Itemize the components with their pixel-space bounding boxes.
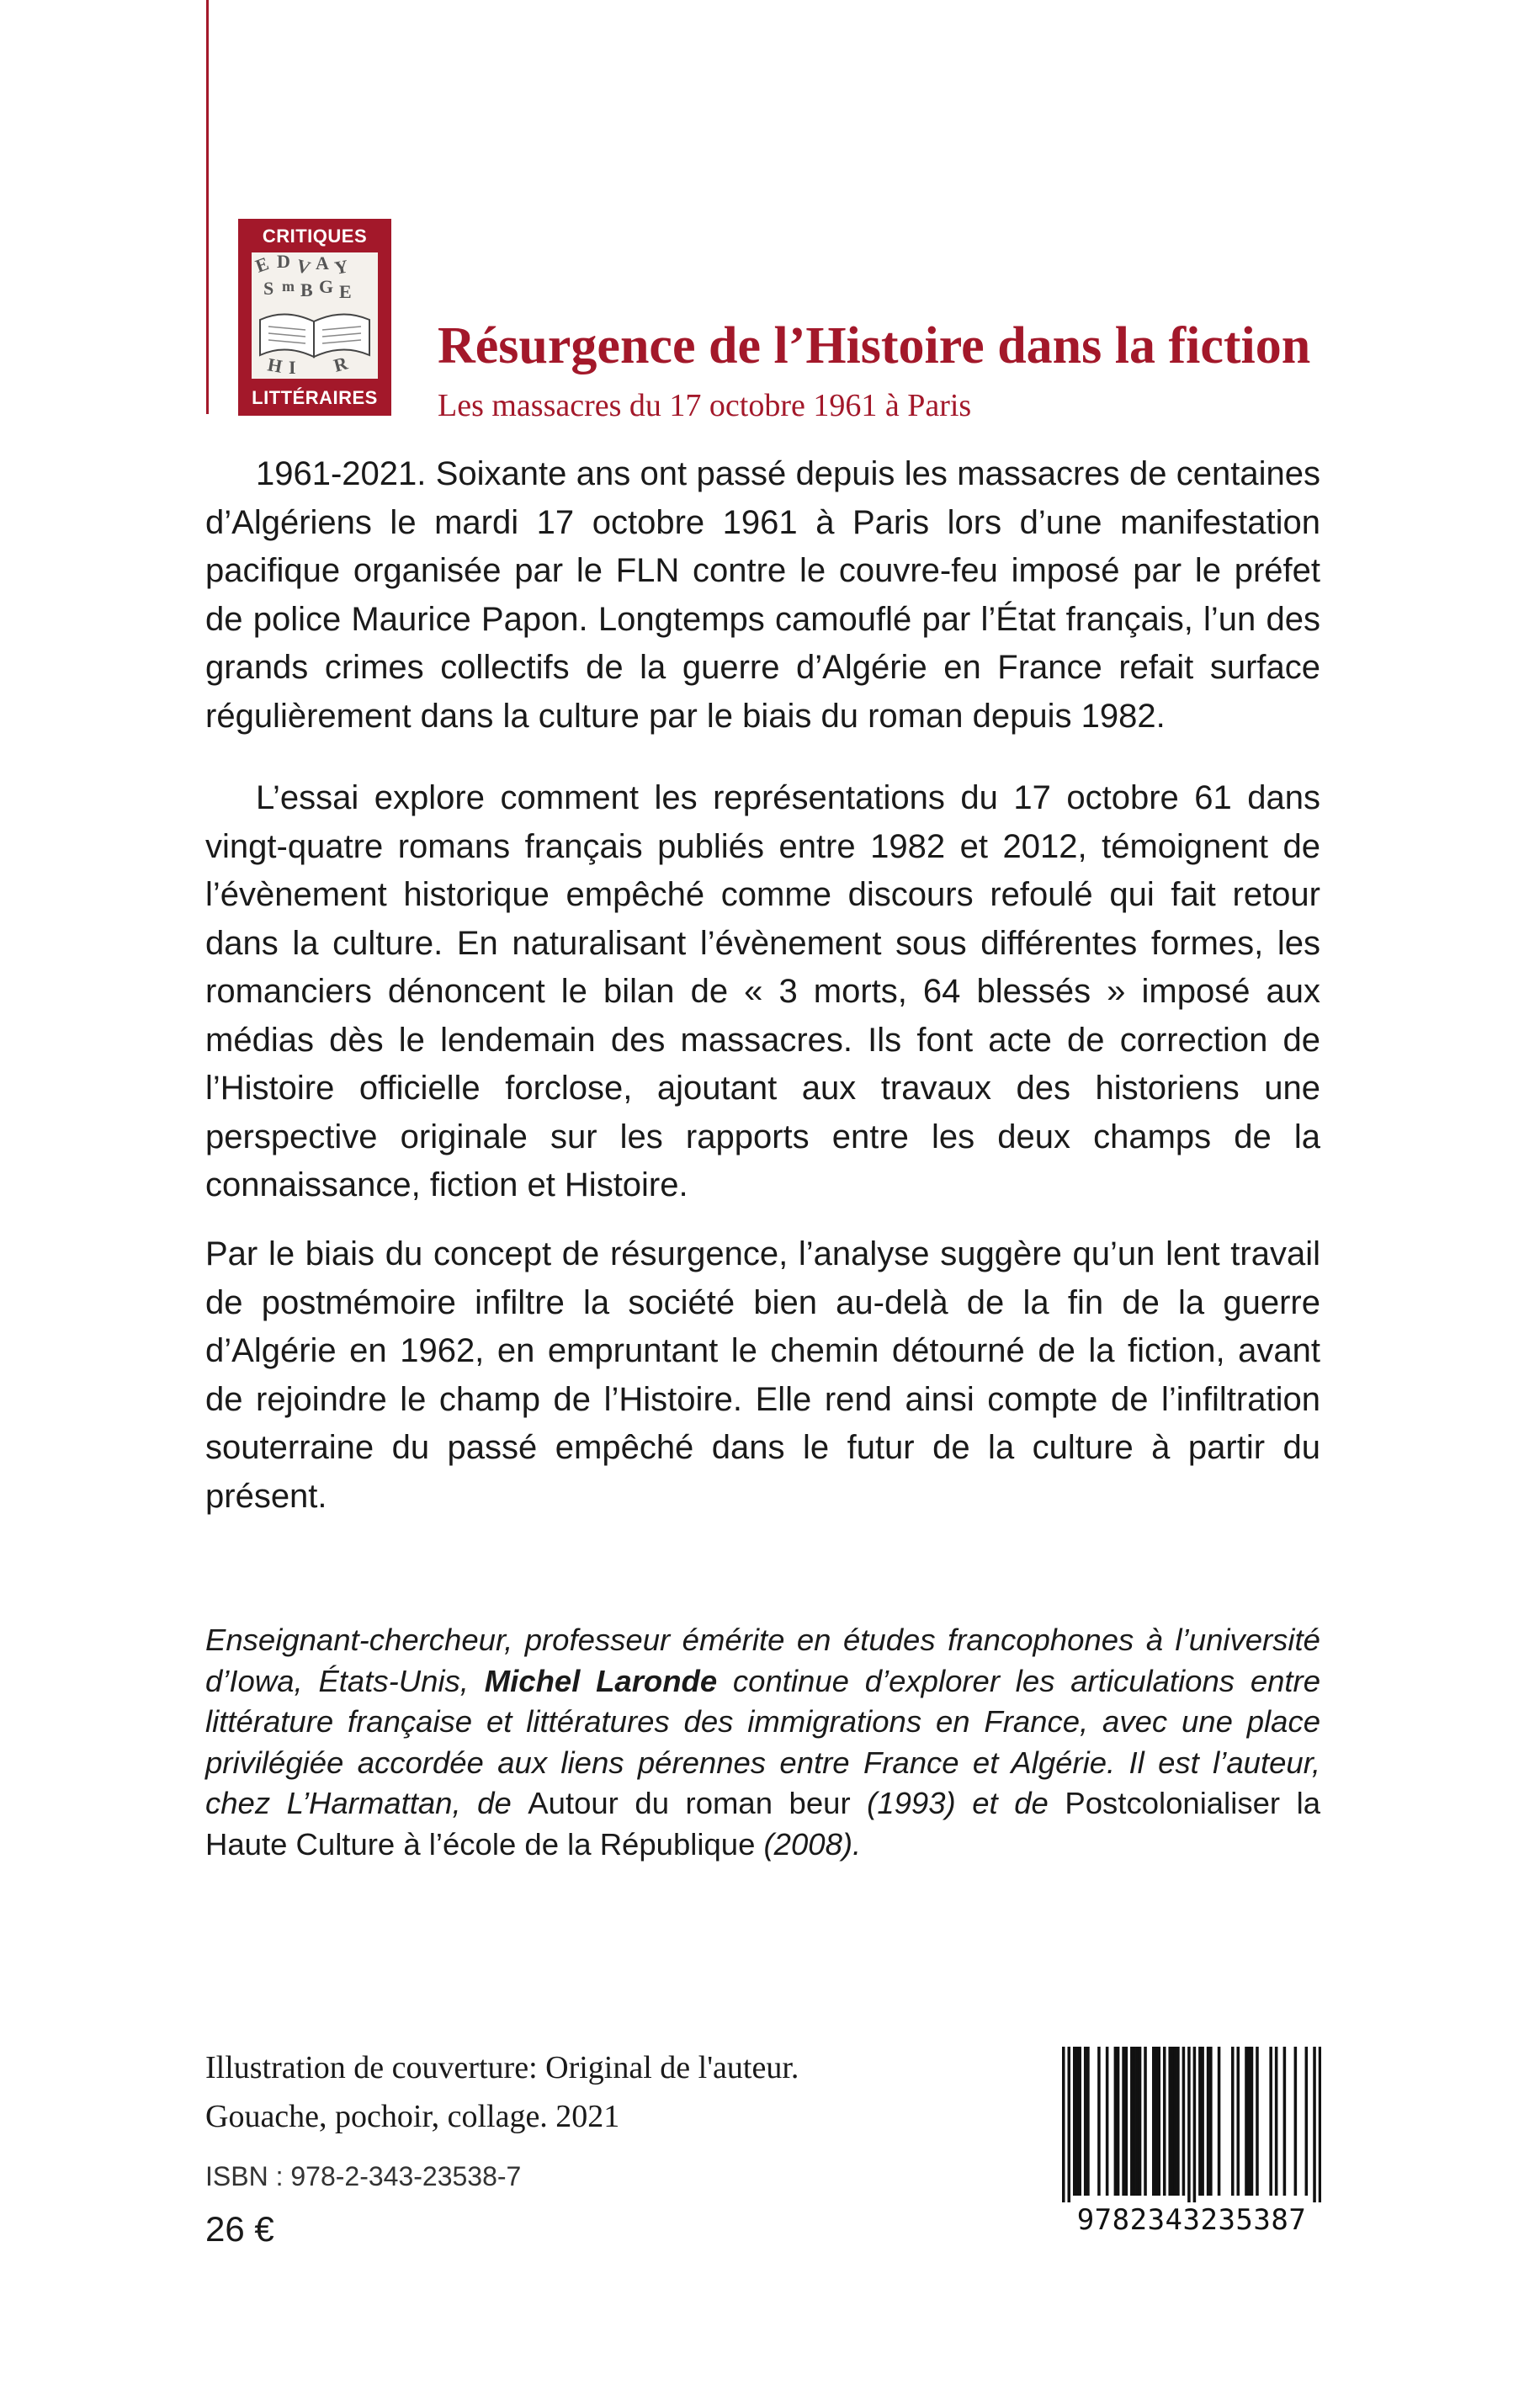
svg-text:E: E [339, 281, 352, 302]
barcode-bar [1201, 2047, 1204, 2196]
barcode-bar [1187, 2047, 1191, 2202]
svg-text:Y: Y [332, 255, 350, 279]
author-bio [205, 1620, 1320, 1865]
barcode-bar [1305, 2047, 1309, 2196]
summary-paragraph-1 [205, 450, 1320, 741]
barcode-bar [1157, 2047, 1160, 2196]
barcode-bar [1062, 2047, 1065, 2202]
barcode-bar [1130, 2047, 1134, 2196]
svg-text:D: D [277, 252, 290, 272]
barcode-bar [1067, 2047, 1070, 2202]
barcode-icon [1062, 2047, 1321, 2202]
barcode-bar [1218, 2047, 1221, 2196]
barcode-bar [1176, 2047, 1180, 2196]
barcode-bar [1236, 2047, 1240, 2196]
svg-text:m: m [282, 278, 295, 295]
barcode-bar [1319, 2047, 1321, 2202]
paragraph-text: 1961-2021. Soixante ans ont passé depuis les massacres de centaines d’Algériens le mardi 17 octobre 1961 à Paris lors d’une manifestation pacifique organisée par le FLN contre le couvre-feu imposé par le préfet de police Maurice Papon. Longtemps camouflé par l’État français, l’un des grands crimes collectifs de la guerre d’Algérie en France refait surface régulièrement dans la culture par le biais du roman depuis 1982. [205, 455, 1320, 735]
barcode-bar [1245, 2047, 1248, 2196]
barcode-bar [1207, 2047, 1210, 2196]
barcode-bar [1114, 2047, 1118, 2196]
bio-text: et de [972, 1786, 1065, 1820]
barcode-bar [1269, 2047, 1272, 2196]
barcode-bar [1139, 2047, 1142, 2196]
barcode-bar [1122, 2047, 1125, 2196]
barcode-digits: 9782343235387 [1076, 2203, 1307, 2237]
barcode-bar [1097, 2047, 1101, 2196]
svg-text:R: R [331, 352, 350, 376]
barcode-bar [1231, 2047, 1235, 2196]
barcode-bar [1133, 2047, 1136, 2196]
barcode-bar [1182, 2047, 1186, 2196]
series-logo-bottom-label: LITTÉRAIRES [252, 387, 378, 408]
series-logo [238, 219, 391, 416]
barcode-bar [1294, 2047, 1298, 2196]
barcode-bar [1078, 2047, 1081, 2196]
barcode-bar [1106, 2047, 1109, 2196]
svg-text:H: H [266, 353, 284, 377]
barcode-bar [1152, 2047, 1155, 2196]
barcode-bar [1198, 2047, 1202, 2196]
illustration-credit-line-1: Illustration de couverture: Original de l'auteur. [205, 2050, 799, 2085]
svg-text:A: A [316, 252, 329, 274]
barcode-bar [1075, 2047, 1079, 2196]
paragraph-text: Par le biais du concept de résurgence, l’analyse suggère qu’un lent travail de postmémoire infiltre la société bien au-delà de la fin de la guerre d’Algérie en 1962, en empruntant le chemin détourné de la fiction, avant de rejoindre le champ de l’Histoire. Elle rend ainsi compte de l’infiltration souterraine du passé empêché dans le futur de la culture à partir du présent. [205, 1235, 1320, 1515]
bio-text: continue d’explorer les articulations entre littérature française et littératures des immigrations en France, avec une place privilégiée accordée aux liens pérennes entre France et Algérie. Il est l’auteur, chez L’Harmattan, de [205, 1663, 1321, 1820]
barcode-bar [1117, 2047, 1120, 2196]
barcode-bar [1155, 2047, 1158, 2196]
book-year-2: (2008). [755, 1826, 862, 1862]
series-logo-top-label: CRITIQUES [262, 226, 368, 247]
barcode-bar [1256, 2047, 1259, 2196]
author-name: Michel Laronde [484, 1663, 718, 1698]
barcode-bar [1163, 2047, 1166, 2196]
illustration-credit-line-2: Gouache, pochoir, collage. 2021 [205, 2099, 620, 2134]
svg-text:G: G [319, 276, 334, 297]
barcode-bar [1168, 2047, 1171, 2196]
book-subtitle: Les massacres du 17 octobre 1961 à Paris [438, 388, 972, 423]
barcode-bar [1247, 2047, 1251, 2196]
barcode-bar [1209, 2047, 1213, 2196]
barcode-bar [1275, 2047, 1278, 2196]
barcode-bar [1193, 2047, 1197, 2202]
svg-text:B: B [300, 279, 313, 300]
barcode-bar [1313, 2047, 1316, 2202]
barcode-bar [1174, 2047, 1177, 2196]
book-year-1: (1993) [850, 1786, 973, 1820]
barcode-bar [1251, 2047, 1254, 2196]
paragraph-text: L’essai explore comment les représentations du 17 octobre 61 dans vingt-quatre romans français publiés entre 1982 et 2012, témoignent de l’évènement historique empêché comme discours refoulé qui fait retour dans la culture. En naturalisant l’évènement sous différentes formes, les romanciers dénoncent le bilan de « 3 morts, 64 blessés » imposé aux médias dès le lendemain des massacres. Ils font acte de correction de l’Histoire officielle forclose, ajoutant aux travaux des historiens une perspective originale sur les rapports entre les deux champs de la connaissance, fiction et Histoire. [205, 779, 1320, 1203]
svg-text:S: S [263, 278, 274, 299]
book-title-1: Autour du roman beur [528, 1786, 851, 1820]
barcode-bar [1283, 2047, 1287, 2196]
isbn: ISBN : 978-2-343-23538-7 [205, 2161, 522, 2191]
barcode-bar [1073, 2047, 1076, 2196]
barcode-bar [1084, 2047, 1087, 2196]
barcode-bar [1171, 2047, 1175, 2196]
book-title: Résurgence de l’Histoire dans la fiction [438, 317, 1311, 374]
book-title-2: Postcolonialiser la Haute Culture à l’école de la République [205, 1786, 1320, 1862]
svg-text:V: V [294, 254, 313, 279]
margin-rule [206, 0, 209, 414]
barcode-bar [1144, 2047, 1147, 2196]
barcode-bar [1136, 2047, 1139, 2196]
summary-paragraph-2 [205, 774, 1320, 1210]
svg-text:I: I [289, 357, 296, 378]
open-book-icon [252, 252, 378, 379]
svg-text:E: E [252, 252, 272, 277]
price: 26 € [205, 2209, 274, 2249]
barcode-bar [1086, 2047, 1090, 2196]
bio-text: Enseignant-chercheur, professeur émérite en études francophones à l’université d’Iowa, États-Unis, [205, 1623, 1320, 1698]
summary-paragraph-3 [205, 1230, 1320, 1521]
barcode-bar [1125, 2047, 1128, 2196]
